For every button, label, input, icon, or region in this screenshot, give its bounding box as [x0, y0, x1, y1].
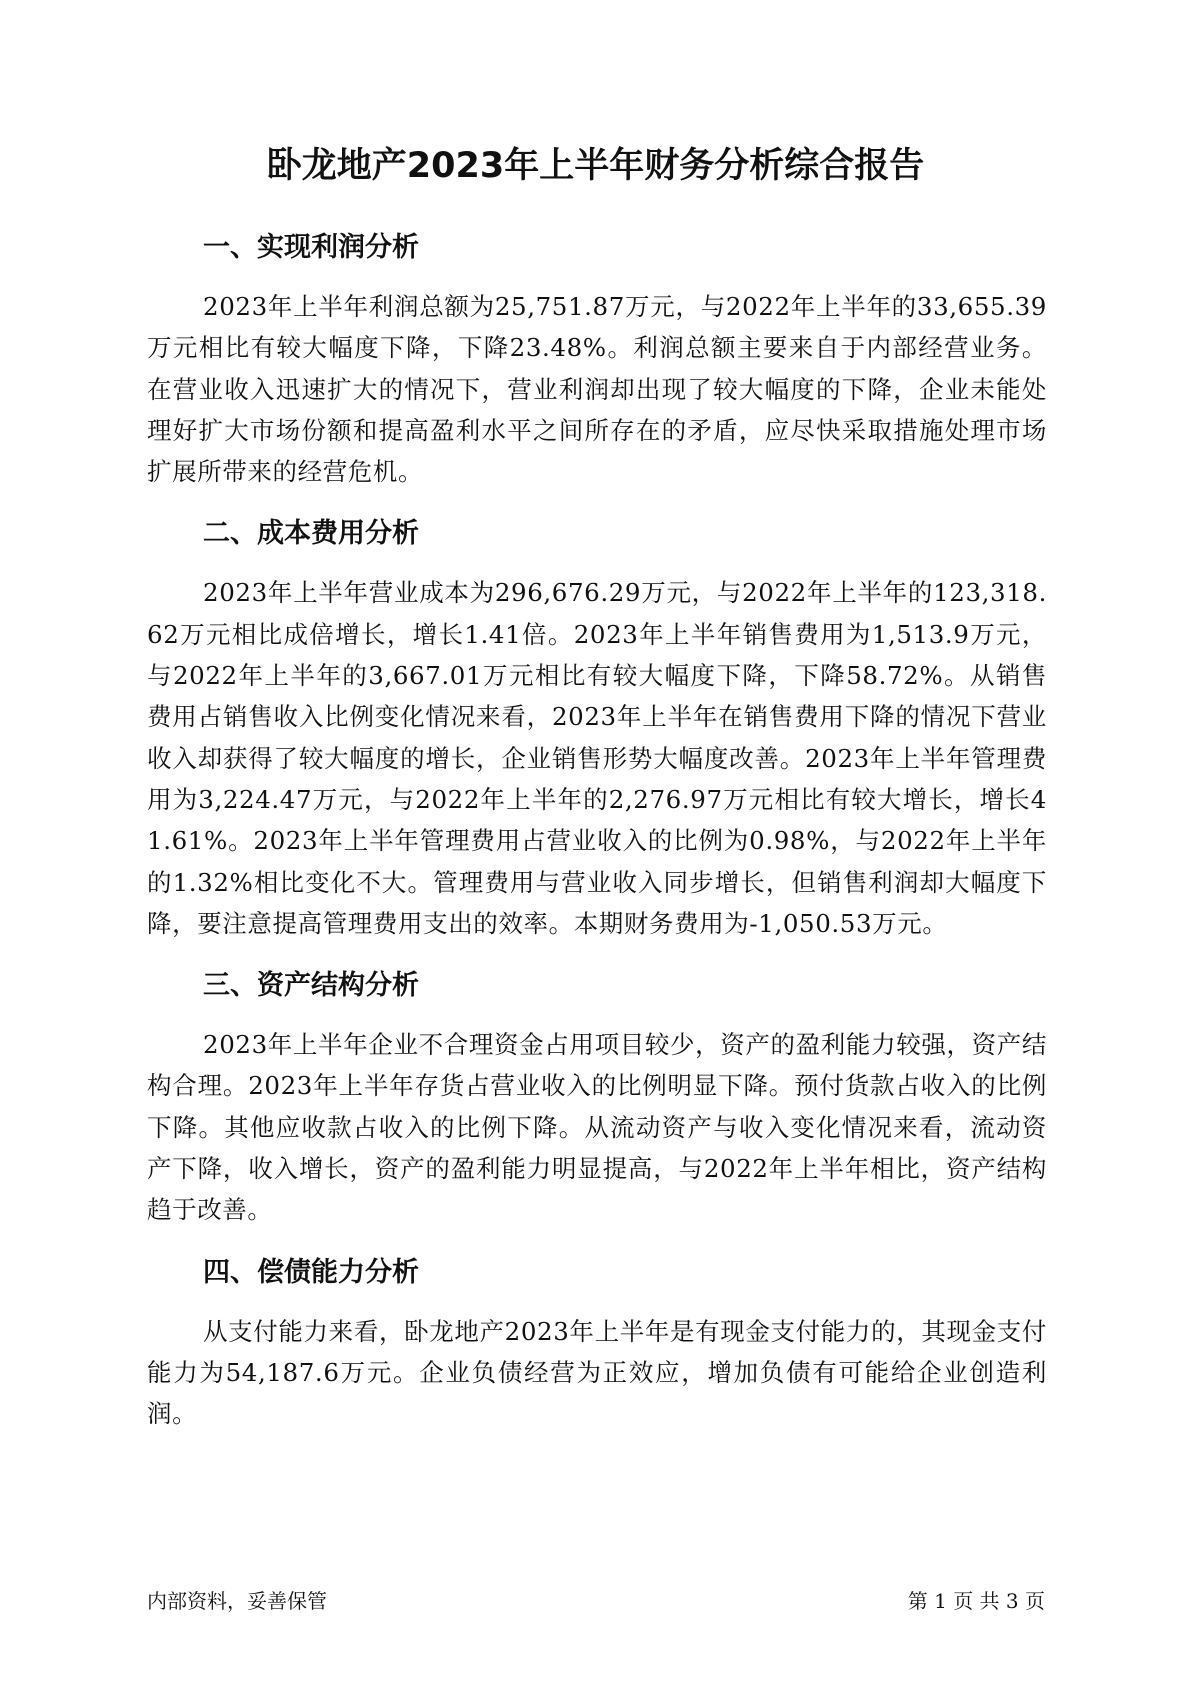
- section-solvency-analysis: [147, 1247, 1047, 1435]
- section-cost-analysis: [147, 508, 1047, 944]
- section-paragraph: 2023年上半年营业成本为296,676.29万元，与2022年上半年的123,318.62万元相比成倍增长，增长1.41倍。2023年上半年销售费用为1,513.9万元，与2022年上半年的3,667.01万元相比有较大幅度下降，下降58.72%。从销售费用占销售收入比例变化情况来看，2023年上半年在销售费用下降的情况下营业收入却获得了较大幅度的增长，企业销售形势大幅度改善。2023年上半年管理费用为3,224.47万元，与2022年上半年的2,276.97万元相比有较大增长，增长41.61%。2023年上半年管理费用占营业收入的比例为0.98%，与2022年上半年的1.32%相比变化不大。管理费用与营业收入同步增长，但销售利润却大幅度下降，要注意提高管理费用支出的效率。本期财务费用为-1,050.53万元。: [147, 578, 1047, 938]
- section-heading: 一、实现利润分析: [203, 232, 419, 263]
- document-title: 卧龙地产2023年上半年财务分析综合报告: [266, 146, 925, 186]
- section-heading: 四、偿债能力分析: [203, 1256, 419, 1288]
- document-body: [147, 222, 1047, 1451]
- section-heading: 三、资产结构分析: [203, 970, 419, 1002]
- section-paragraph: 2023年上半年企业不合理资金占用项目较少，资产的盈利能力较强，资产结构合理。2023年上半年存货占营业收入的比例明显下降。预付货款占收入的比例下降。其他应收款占收入的比例下降。从流动资产与收入变化情况来看，流动资产下降，收入增长，资产的盈利能力明显提高，与2022年上半年相比，资产结构趋于改善。: [147, 1030, 1047, 1225]
- section-paragraph: 从支付能力来看，卧龙地产2023年上半年是有现金支付能力的，其现金支付能力为54,187.6万元。企业负债经营为正效应，增加负债有可能给企业创造利润。: [147, 1316, 1047, 1429]
- section-paragraph: 2023年上半年利润总额为25,751.87万元，与2022年上半年的33,655.39万元相比有较大幅度下降，下降23.48%。利润总额主要来自于内部经营业务。在营业收入迅速扩大的情况下，营业利润却出现了较大幅度的下降，企业未能处理好扩大市场份额和提高盈利水平之间所存在的矛盾，应尽快采取措施处理市场扩展所带来的经营危机。: [147, 292, 1047, 487]
- footer-page-number: 第 1 页 共 3 页: [907, 1589, 1045, 1613]
- section-asset-structure: [147, 960, 1047, 1230]
- section-profit-analysis: [147, 222, 1047, 492]
- section-heading: 二、成本费用分析: [203, 518, 419, 550]
- footer-confidential-note: 内部资料，妥善保管: [147, 1589, 327, 1613]
